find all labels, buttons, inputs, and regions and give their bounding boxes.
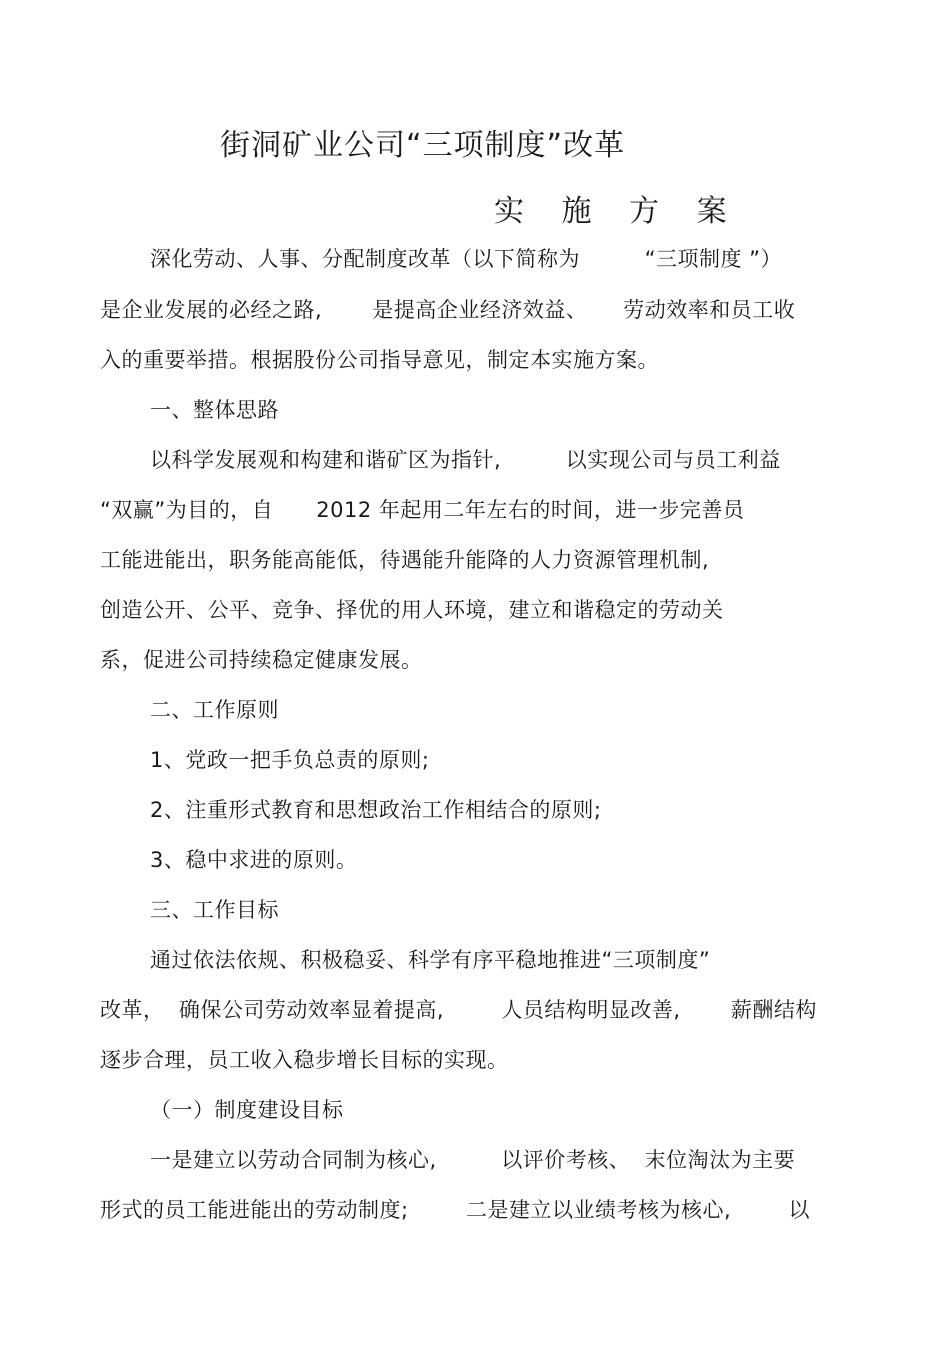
paragraph-line: 是企业发展的必经之路, 是提高企业经济效益、 劳动效率和员工收 [100, 298, 796, 322]
list-item: 2、注重形式教育和思想政治工作相结合的原则; [150, 798, 602, 822]
section-heading: 二、工作原则 [150, 698, 279, 722]
paragraph-line: 通过依法依规、积极稳妥、科学有序平稳地推进“三项制度” [150, 948, 711, 972]
subsection-heading: （一）制度建设目标 [150, 1098, 344, 1122]
section-heading: 三、工作目标 [150, 898, 279, 922]
paragraph-line: 改革， 确保公司劳动效率显着提高, 人员结构明显改善, 薪酬结构 [100, 998, 817, 1022]
paragraph-line: 逐步合理，员工收入稳步增长目标的实现。 [100, 1048, 509, 1072]
paragraph-line: 一是建立以劳动合同制为核心, 以评价考核、 末位淘汰为主要 [150, 1148, 796, 1172]
paragraph-line: 深化劳动、人事、分配制度改革（以下简称为 “三项制度 ”） [150, 247, 783, 271]
document-title: 街洞矿业公司“三项制度”改革 [220, 128, 626, 163]
list-item: 1、党政一把手负总责的原则; [150, 748, 430, 772]
paragraph-line: 工能进能出，职务能高能低，待遇能升能降的人力资源管理机制, [100, 548, 710, 572]
paragraph-line: 入的重要举措。根据股份公司指导意见，制定本实施方案。 [100, 348, 659, 372]
paragraph-line: “双赢”为目的，自 2012 年起用二年左右的时间，进一步完善员 [100, 498, 745, 522]
paragraph-line: 形式的员工能进能出的劳动制度; 二是建立以业绩考核为核心, 以 [100, 1198, 811, 1222]
section-heading: 一、整体思路 [150, 398, 279, 422]
paragraph-line: 创造公开、公平、竞争、择优的用人环境，建立和谐稳定的劳动关 [100, 598, 724, 622]
list-item: 3、稳中求进的原则。 [150, 848, 358, 872]
document-subtitle: 实 施 方 案 [494, 194, 741, 229]
paragraph-line: 系，促进公司持续稳定健康发展。 [100, 648, 423, 672]
paragraph-line: 以科学发展观和构建和谐矿区为指针, 以实现公司与员工利益 [150, 448, 781, 472]
